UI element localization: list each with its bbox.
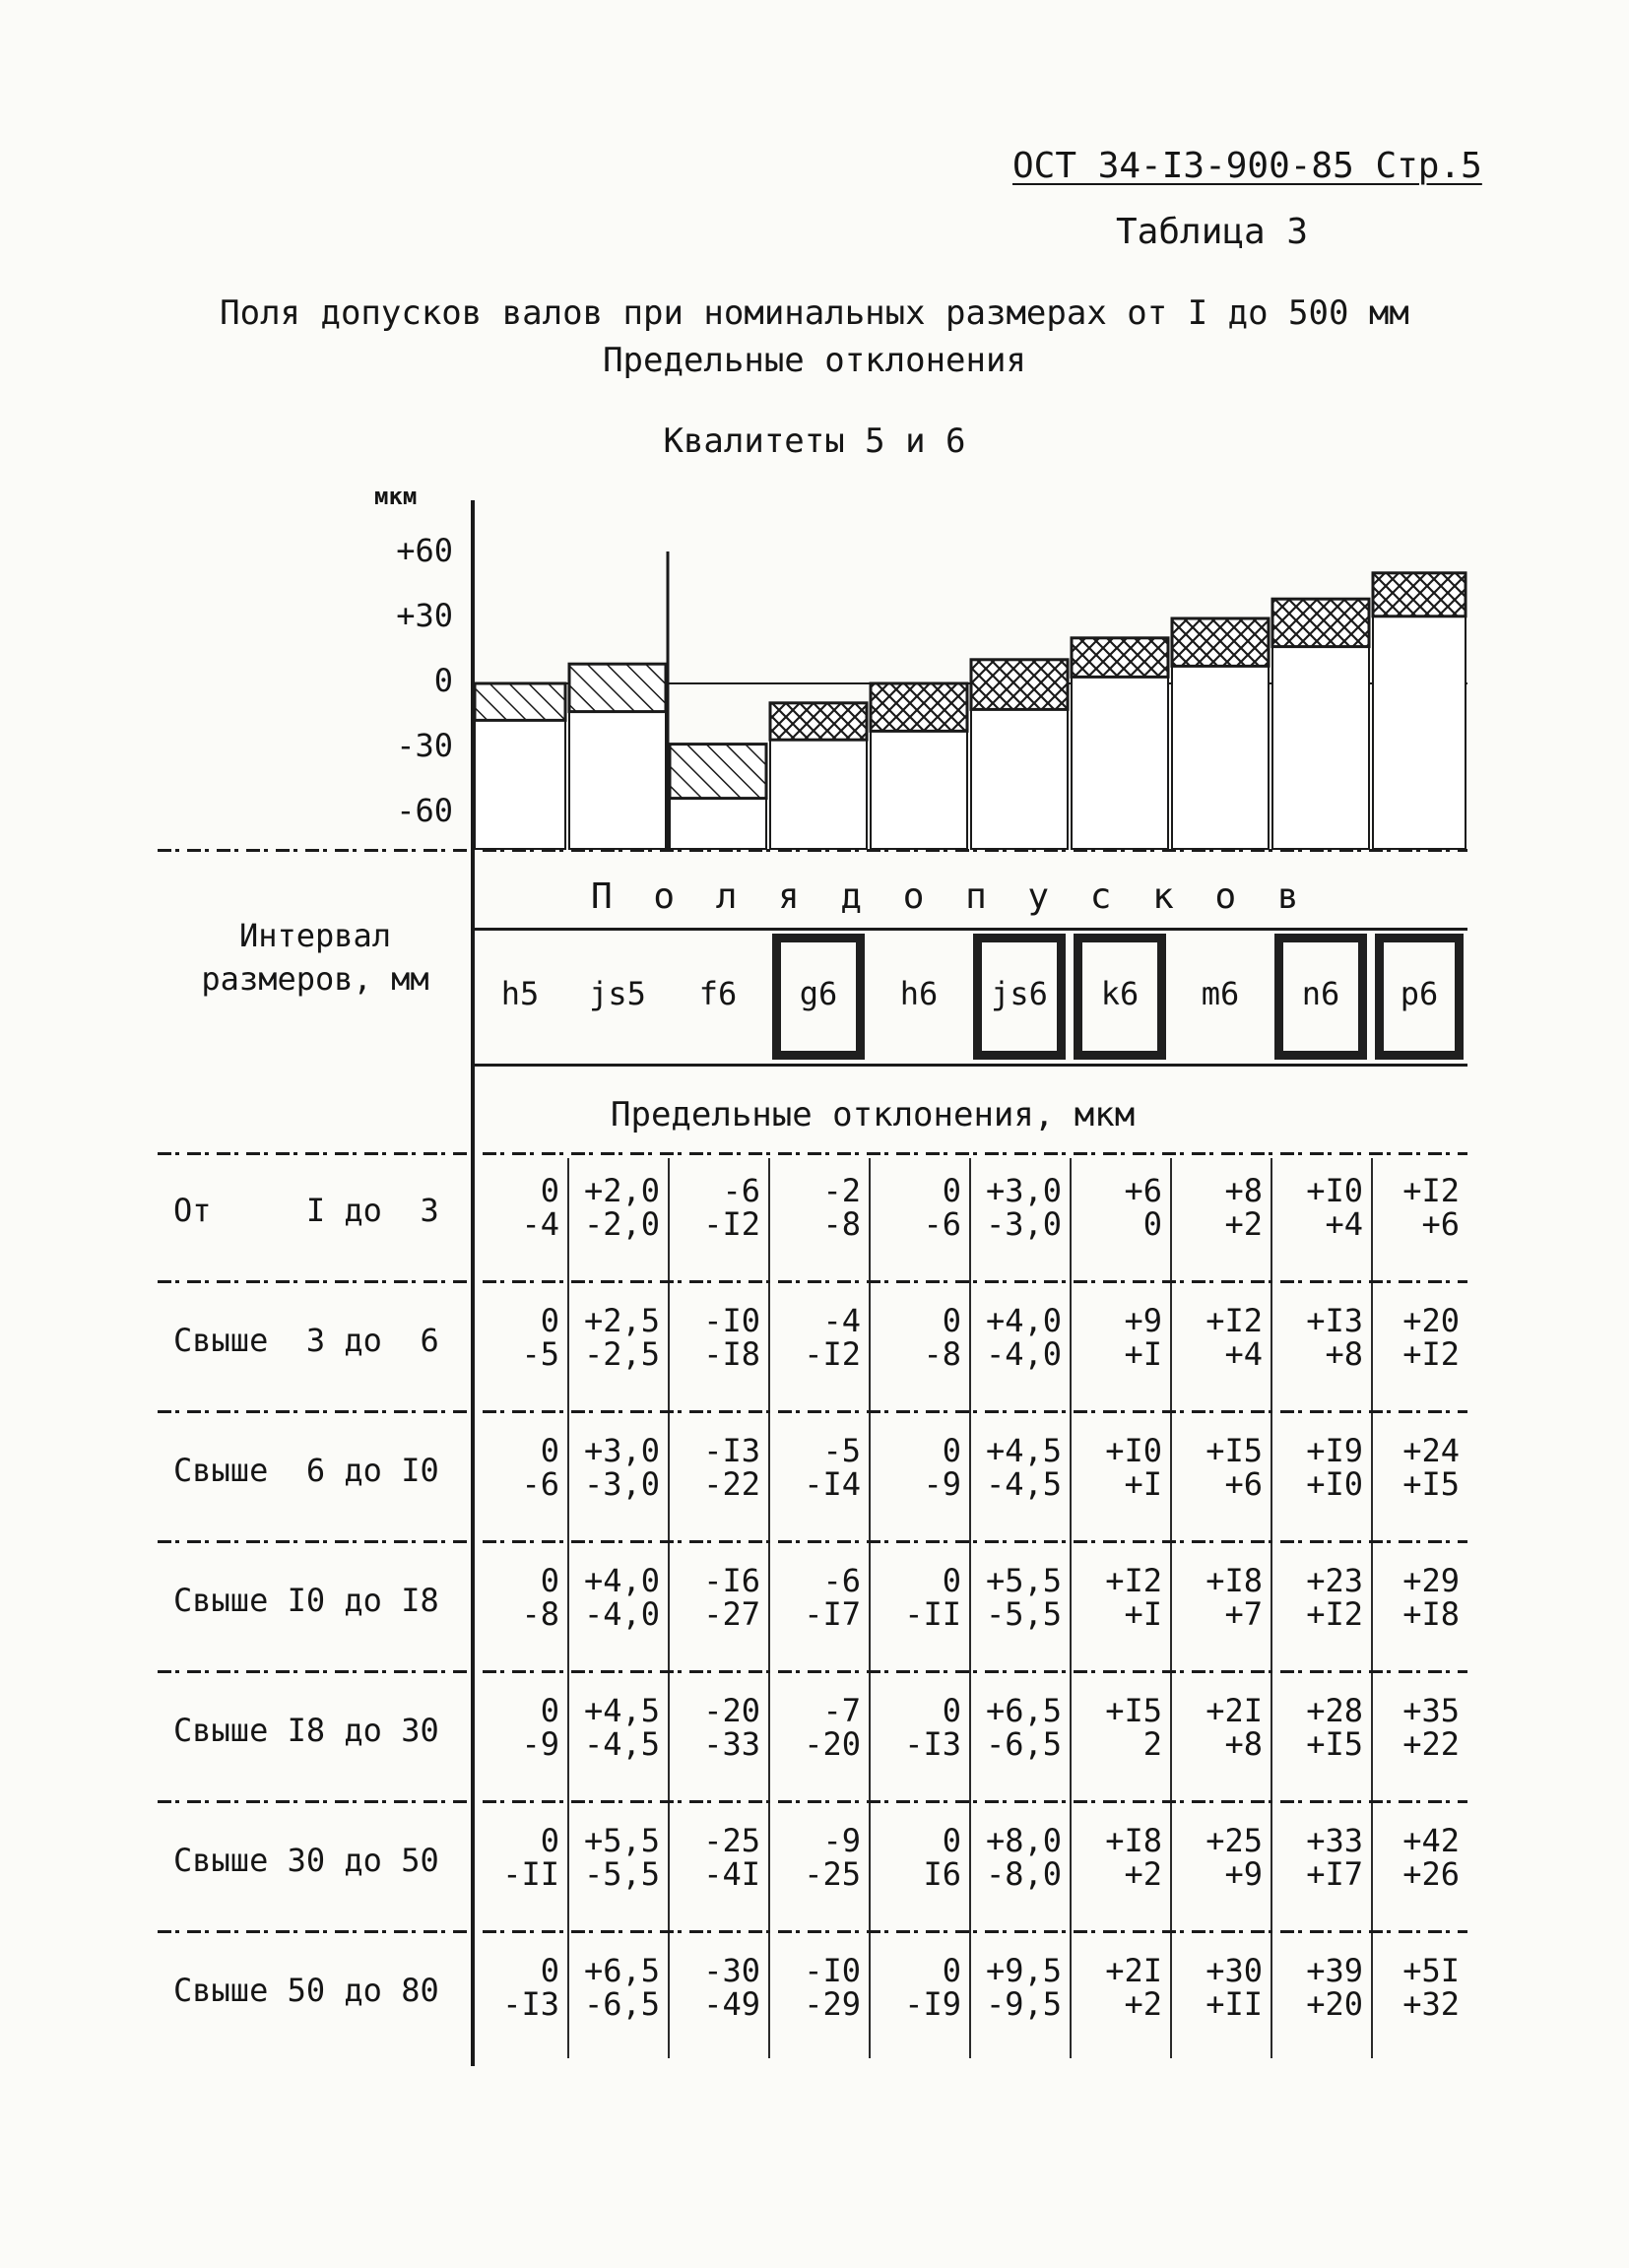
upper-deviation: -6 xyxy=(822,1562,861,1599)
upper-deviation: +35 xyxy=(1402,1692,1460,1729)
upper-deviation: +28 xyxy=(1306,1692,1363,1729)
upper-deviation: +I2 xyxy=(1402,1172,1460,1209)
lower-deviation: +I xyxy=(1124,1465,1162,1503)
upper-deviation: +25 xyxy=(1205,1822,1263,1859)
lower-deviation: -9 xyxy=(521,1725,559,1763)
lower-deviation: +32 xyxy=(1402,1985,1460,2023)
table-subtitle: Предельные отклонения xyxy=(603,341,1026,380)
lower-deviation: -I3 xyxy=(904,1725,961,1763)
lower-deviation: +I5 xyxy=(1402,1465,1460,1503)
lower-deviation: -5 xyxy=(521,1335,559,1373)
upper-deviation: 0 xyxy=(540,1952,559,1989)
lower-deviation: -I7 xyxy=(804,1595,861,1633)
row-interval-label: Свыше I8 до 30 xyxy=(173,1712,439,1749)
row-divider xyxy=(158,1670,1467,1673)
lower-deviation: -4 xyxy=(521,1205,559,1243)
lower-deviation: -I4 xyxy=(804,1465,861,1503)
lower-deviation: -8 xyxy=(822,1205,861,1243)
lower-deviation: +4 xyxy=(1224,1335,1263,1373)
upper-deviation: +30 xyxy=(1205,1952,1263,1989)
lower-deviation: -27 xyxy=(703,1595,760,1633)
lower-deviation: -8 xyxy=(923,1335,961,1373)
fields-title-underline xyxy=(473,928,1467,931)
lower-deviation: +I2 xyxy=(1402,1335,1460,1373)
tolerance-band-h6 xyxy=(871,683,967,731)
lower-deviation: +I5 xyxy=(1306,1725,1363,1763)
lower-deviation: -4,5 xyxy=(583,1725,660,1763)
field-header-js6: js6 xyxy=(991,975,1048,1012)
lower-deviation: +II xyxy=(1205,1985,1263,2023)
field-header-h6: h6 xyxy=(899,975,939,1012)
lower-deviation: +I xyxy=(1124,1335,1162,1373)
upper-deviation: +I8 xyxy=(1205,1562,1263,1599)
upper-deviation: +4,5 xyxy=(583,1692,660,1729)
tolerance-band-g6 xyxy=(770,703,867,740)
upper-deviation: 0 xyxy=(540,1432,559,1469)
lower-deviation: -3,0 xyxy=(985,1205,1062,1243)
upper-deviation: +I2 xyxy=(1205,1302,1263,1339)
field-header-m6: m6 xyxy=(1201,975,1240,1012)
row-interval-label: Свыше 50 до 80 xyxy=(173,1972,439,2009)
upper-deviation: -2 xyxy=(822,1172,861,1209)
lower-deviation: -6,5 xyxy=(583,1985,660,2023)
upper-deviation: -I3 xyxy=(703,1432,760,1469)
tolerance-band-p6 xyxy=(1373,573,1466,616)
lower-deviation: -9 xyxy=(923,1465,961,1503)
upper-deviation: +4,0 xyxy=(985,1302,1062,1339)
tolerance-band-m6 xyxy=(1172,618,1269,666)
row-divider xyxy=(158,1930,1467,1933)
row-divider xyxy=(158,1540,1467,1543)
lower-deviation: 2 xyxy=(1142,1725,1162,1763)
row-interval-label: Свыше 3 до 6 xyxy=(173,1322,439,1359)
lower-deviation: -9,5 xyxy=(985,1985,1062,2023)
upper-deviation: +6 xyxy=(1124,1172,1162,1209)
lower-deviation: -I2 xyxy=(703,1205,760,1243)
tolerance-band-js5 xyxy=(569,664,666,711)
upper-deviation: 0 xyxy=(942,1562,961,1599)
field-header-h5: h5 xyxy=(500,975,540,1012)
upper-deviation: -7 xyxy=(822,1692,861,1729)
lower-deviation: +I2 xyxy=(1306,1595,1363,1633)
lower-deviation: +6 xyxy=(1421,1205,1460,1243)
upper-deviation: +I3 xyxy=(1306,1302,1363,1339)
lower-deviation: +8 xyxy=(1325,1335,1363,1373)
upper-deviation: +5,5 xyxy=(985,1562,1062,1599)
row-interval-label: От I до 3 xyxy=(173,1192,439,1229)
field-header-g6: g6 xyxy=(799,975,838,1012)
lower-deviation: -20 xyxy=(804,1725,861,1763)
lower-deviation: +9 xyxy=(1224,1855,1263,1893)
upper-deviation: -20 xyxy=(703,1692,760,1729)
upper-deviation: -I0 xyxy=(804,1952,861,1989)
row-interval-label: Свыше 30 до 50 xyxy=(173,1842,439,1879)
upper-deviation: +2I xyxy=(1205,1692,1263,1729)
lower-deviation: +I xyxy=(1124,1595,1162,1633)
lower-deviation: -22 xyxy=(703,1465,760,1503)
tolerance-band-f6 xyxy=(670,745,766,799)
lower-deviation: -I3 xyxy=(502,1985,559,2023)
lower-deviation: -8 xyxy=(521,1595,559,1633)
upper-deviation: +6,5 xyxy=(985,1692,1062,1729)
lower-deviation: 0 xyxy=(1142,1205,1162,1243)
upper-deviation: +5I xyxy=(1402,1952,1460,1989)
lower-deviation: +I7 xyxy=(1306,1855,1363,1893)
lower-deviation: -6 xyxy=(521,1465,559,1503)
upper-deviation: +24 xyxy=(1402,1432,1460,1469)
upper-deviation: +9,5 xyxy=(985,1952,1062,1989)
lower-deviation: -29 xyxy=(804,1985,861,2023)
lower-deviation: -3,0 xyxy=(583,1465,660,1503)
field-header-f6: f6 xyxy=(698,975,738,1012)
y-tick-label: +30 xyxy=(396,597,453,634)
field-header-p6: p6 xyxy=(1400,975,1439,1012)
lower-deviation: -I2 xyxy=(804,1335,861,1373)
lower-deviation: -5,5 xyxy=(985,1595,1062,1633)
upper-deviation: 0 xyxy=(942,1692,961,1729)
upper-deviation: 0 xyxy=(540,1692,559,1729)
upper-deviation: +2I xyxy=(1105,1952,1162,1989)
upper-deviation: -6 xyxy=(722,1172,760,1209)
y-tick-label: 0 xyxy=(433,662,453,699)
upper-deviation: +I5 xyxy=(1105,1692,1162,1729)
document-code: ОСТ 34-I3-900-85 Стр.5 xyxy=(1012,146,1482,186)
tolerance-band-js6 xyxy=(971,660,1068,710)
lower-deviation: -8,0 xyxy=(985,1855,1062,1893)
lower-deviation: -4,0 xyxy=(583,1595,660,1633)
lower-deviation: +2 xyxy=(1124,1985,1162,2023)
upper-deviation: +I5 xyxy=(1205,1432,1263,1469)
y-tick-label: -60 xyxy=(396,792,453,829)
row-divider xyxy=(158,1410,1467,1413)
upper-deviation: -4 xyxy=(822,1302,861,1339)
upper-deviation: 0 xyxy=(540,1822,559,1859)
lower-deviation: -4,0 xyxy=(985,1335,1062,1373)
upper-deviation: 0 xyxy=(942,1302,961,1339)
lower-deviation: -I9 xyxy=(904,1985,961,2023)
lower-deviation: -5,5 xyxy=(583,1855,660,1893)
upper-deviation: +6,5 xyxy=(583,1952,660,1989)
upper-deviation: +42 xyxy=(1402,1822,1460,1859)
lower-deviation: +4 xyxy=(1325,1205,1363,1243)
tolerance-band-n6 xyxy=(1272,599,1369,646)
upper-deviation: +3,0 xyxy=(583,1432,660,1469)
upper-deviation: -25 xyxy=(703,1822,760,1859)
field-header-js5: js5 xyxy=(589,975,646,1012)
upper-deviation: +I2 xyxy=(1105,1562,1162,1599)
row-interval-label: Свыше 6 до I0 xyxy=(173,1452,439,1489)
lower-deviation: +20 xyxy=(1306,1985,1363,2023)
lower-deviation: -4I xyxy=(703,1855,760,1893)
upper-deviation: 0 xyxy=(942,1172,961,1209)
lower-deviation: +8 xyxy=(1224,1725,1263,1763)
upper-deviation: +23 xyxy=(1306,1562,1363,1599)
lower-deviation: -I8 xyxy=(703,1335,760,1373)
upper-deviation: +8 xyxy=(1224,1172,1263,1209)
upper-deviation: +I0 xyxy=(1105,1432,1162,1469)
upper-deviation: 0 xyxy=(942,1432,961,1469)
lower-deviation: +I8 xyxy=(1402,1595,1460,1633)
tolerance-band-h5 xyxy=(475,683,565,720)
lower-deviation: +6 xyxy=(1224,1465,1263,1503)
upper-deviation: +33 xyxy=(1306,1822,1363,1859)
upper-deviation: +2,5 xyxy=(583,1302,660,1339)
tolerance-band-k6 xyxy=(1072,638,1168,678)
interval-label: Интервал размеров, мм xyxy=(201,917,429,998)
lower-deviation: -6,5 xyxy=(985,1725,1062,1763)
header-divider xyxy=(158,1152,1467,1155)
lower-deviation: -25 xyxy=(804,1855,861,1893)
lower-deviation: +2 xyxy=(1124,1855,1162,1893)
lower-deviation: +7 xyxy=(1224,1595,1263,1633)
upper-deviation: +I9 xyxy=(1306,1432,1363,1469)
row-divider xyxy=(158,1800,1467,1803)
chart-table-divider xyxy=(158,849,1467,852)
upper-deviation: +5,5 xyxy=(583,1822,660,1859)
lower-deviation: +2 xyxy=(1224,1205,1263,1243)
upper-deviation: 0 xyxy=(540,1172,559,1209)
y-tick-label: +60 xyxy=(396,532,453,569)
upper-deviation: 0 xyxy=(942,1952,961,1989)
table-title: Поля допусков валов при номинальных размерах от I до 500 мм xyxy=(220,293,1409,333)
lower-deviation: -2,0 xyxy=(583,1205,660,1243)
upper-deviation: 0 xyxy=(942,1822,961,1859)
upper-deviation: -I6 xyxy=(703,1562,760,1599)
lower-deviation: -49 xyxy=(703,1985,760,2023)
tolerance-chart xyxy=(0,0,1629,867)
field-header-n6: n6 xyxy=(1301,975,1340,1012)
lower-deviation: -II xyxy=(904,1595,961,1633)
fields-title: П о л я д о п у с к о в xyxy=(591,876,1309,917)
upper-deviation: -5 xyxy=(822,1432,861,1469)
upper-deviation: +39 xyxy=(1306,1952,1363,1989)
lower-deviation: +I0 xyxy=(1306,1465,1363,1503)
upper-deviation: +20 xyxy=(1402,1302,1460,1339)
field-header-k6: k6 xyxy=(1100,975,1140,1012)
upper-deviation: +I0 xyxy=(1306,1172,1363,1209)
row-interval-label: Свыше I0 до I8 xyxy=(173,1582,439,1619)
upper-deviation: +4,0 xyxy=(583,1562,660,1599)
grade-title: Квалитеты 5 и 6 xyxy=(663,421,966,461)
upper-deviation: -9 xyxy=(822,1822,861,1859)
upper-deviation: -30 xyxy=(703,1952,760,1989)
upper-deviation: +8,0 xyxy=(985,1822,1062,1859)
lower-deviation: -4,5 xyxy=(985,1465,1062,1503)
deviations-title: Предельные отклонения, мкм xyxy=(611,1095,1136,1134)
row-divider xyxy=(158,1280,1467,1283)
lower-deviation: +22 xyxy=(1402,1725,1460,1763)
upper-deviation: +4,5 xyxy=(985,1432,1062,1469)
y-tick-label: -30 xyxy=(396,727,453,764)
upper-deviation: -I0 xyxy=(703,1302,760,1339)
upper-deviation: +9 xyxy=(1124,1302,1162,1339)
lower-deviation: -33 xyxy=(703,1725,760,1763)
upper-deviation: +2,0 xyxy=(583,1172,660,1209)
lower-deviation: -2,5 xyxy=(583,1335,660,1373)
lower-deviation: I6 xyxy=(923,1855,961,1893)
upper-deviation: 0 xyxy=(540,1562,559,1599)
lower-deviation: +26 xyxy=(1402,1855,1460,1893)
lower-deviation: -II xyxy=(502,1855,559,1893)
table-label: Таблица 3 xyxy=(1116,212,1309,252)
upper-deviation: +3,0 xyxy=(985,1172,1062,1209)
upper-deviation: 0 xyxy=(540,1302,559,1339)
upper-deviation: +I8 xyxy=(1105,1822,1162,1859)
lower-deviation: -6 xyxy=(923,1205,961,1243)
upper-deviation: +29 xyxy=(1402,1562,1460,1599)
y-axis-unit: мкм xyxy=(374,483,418,510)
field-header-bottom xyxy=(473,1064,1467,1067)
